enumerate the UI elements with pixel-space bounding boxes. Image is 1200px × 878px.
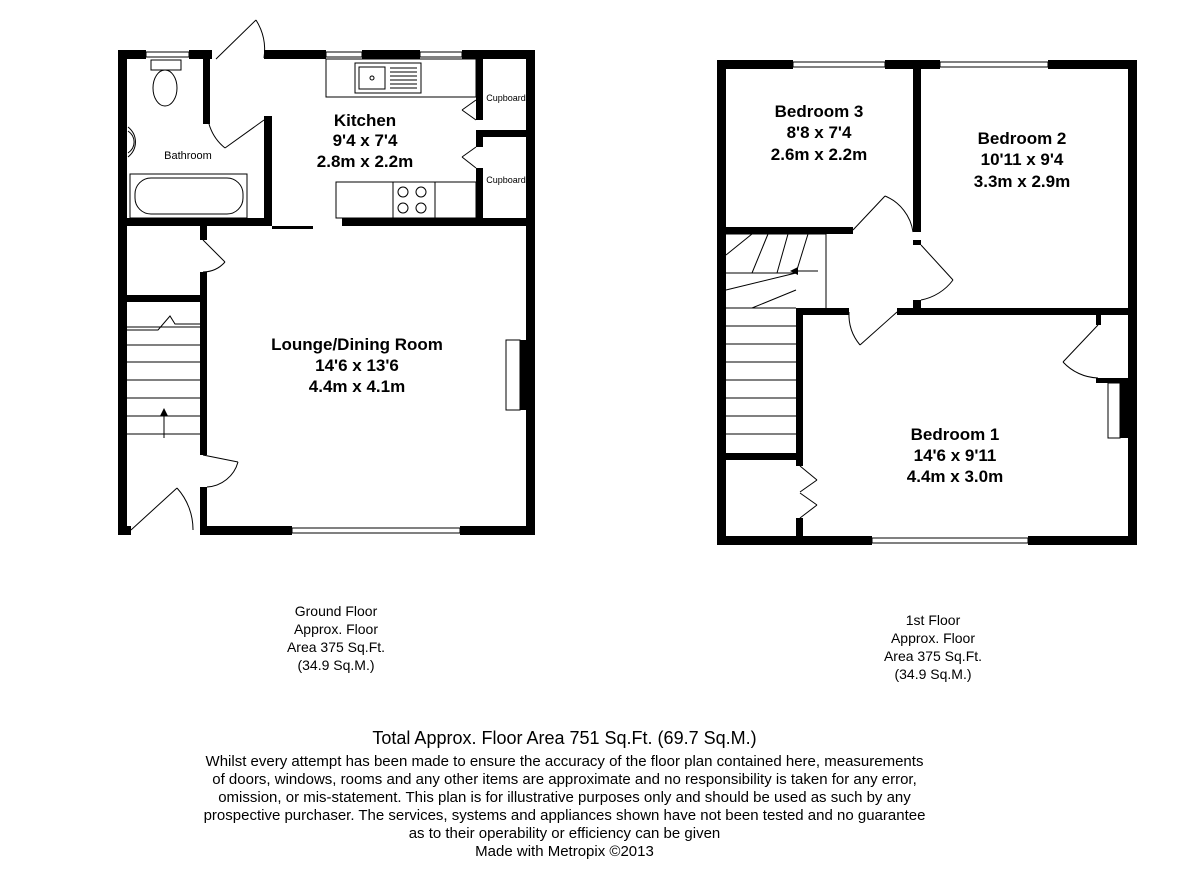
worktop	[326, 59, 476, 97]
window	[793, 62, 885, 67]
wall	[189, 50, 212, 59]
wall	[1096, 378, 1128, 383]
wall	[362, 50, 420, 59]
door-leaf	[462, 157, 476, 168]
door-swing	[849, 312, 860, 345]
wall	[796, 308, 849, 315]
door-swing	[256, 20, 265, 58]
wall	[118, 50, 127, 535]
wall	[200, 226, 207, 240]
caption-line: Approx. Floor	[293, 621, 379, 637]
wall	[127, 295, 207, 302]
door-leaf	[800, 480, 817, 492]
window	[420, 52, 462, 57]
kitchen-size-imperial: 9'4 x 7'4	[332, 131, 398, 150]
lounge-size-imperial: 14'6 x 13'6	[315, 356, 399, 375]
wall	[1028, 536, 1137, 545]
window	[940, 62, 1048, 67]
door-swing	[209, 124, 225, 148]
wall	[118, 526, 131, 535]
caption-line: Ground Floor	[294, 603, 378, 619]
door-swing	[203, 262, 225, 272]
door-leaf	[131, 488, 177, 530]
disclaimer-line: Whilst every attempt has been made to ensure the accuracy of the floor plan contained here, measurements	[205, 753, 924, 770]
kitchen-name: Kitchen	[333, 111, 397, 130]
door-leaf	[800, 466, 817, 480]
stair-arrow-head	[160, 408, 168, 416]
wall	[476, 130, 535, 137]
wall	[118, 50, 146, 59]
wall	[462, 50, 535, 59]
bedroom2-name: Bedroom 2	[977, 129, 1067, 148]
disclaimer-line: Made with Metropix ©2013	[475, 843, 654, 860]
ground-floor-fixtures	[127, 20, 520, 533]
wardrobe-rail	[1108, 383, 1120, 438]
cupboard-2-name: Cupboard	[486, 175, 526, 185]
caption-line: (34.9 Sq.M.)	[297, 657, 375, 673]
door-leaf	[860, 312, 897, 345]
door-leaf	[203, 240, 225, 262]
wall	[1048, 60, 1137, 69]
bedroom2-size-imperial: 10'11 x 9'4	[980, 150, 1064, 169]
door-leaf	[853, 196, 885, 230]
wall	[717, 60, 726, 545]
bedroom3-size-imperial: 8'8 x 7'4	[786, 123, 852, 142]
door-leaf	[203, 455, 238, 462]
hob-ring	[398, 203, 408, 213]
bath	[130, 174, 247, 218]
disclaimer-line: omission, or mis-statement. This plan is for illustrative purposes only and should be used as such by any	[218, 789, 911, 806]
wall	[726, 227, 853, 234]
cupboard-1-name: Cupboard	[486, 93, 526, 103]
caption-line: Area 375 Sq.Ft.	[883, 648, 983, 664]
disclaimer-line: prospective purchaser. The services, systems and appliances shown have not been tested and no guarantee	[203, 807, 926, 824]
wall	[526, 50, 535, 535]
door-swing	[885, 196, 913, 232]
door-leaf	[462, 110, 476, 120]
wall	[264, 50, 326, 59]
wash-basin-inner	[128, 131, 134, 153]
ground-floor-plan	[118, 50, 535, 535]
wall	[342, 218, 535, 226]
first-floor-caption	[833, 611, 1033, 683]
lounge-size-metric: 4.4m x 4.1m	[308, 377, 406, 396]
wall	[913, 69, 921, 232]
wall	[127, 218, 272, 226]
wall	[203, 526, 292, 535]
wall	[717, 60, 793, 69]
wall	[796, 308, 803, 458]
window	[326, 52, 362, 57]
fireplace-hearth	[520, 340, 528, 410]
wall	[203, 59, 210, 124]
caption-line: Area 375 Sq.Ft.	[286, 639, 386, 655]
door-swing	[207, 462, 238, 487]
wall	[264, 116, 272, 224]
wall	[460, 526, 535, 535]
sink-bowl	[359, 67, 385, 89]
bedroom3-name: Bedroom 3	[774, 102, 864, 121]
caption-line: (34.9 Sq.M.)	[894, 666, 972, 682]
wall	[1128, 60, 1137, 545]
door-leaf	[800, 493, 817, 505]
wall	[1096, 315, 1101, 325]
wall	[200, 487, 207, 535]
bedroom1-name: Bedroom 1	[910, 425, 1000, 444]
lounge-name: Lounge/Dining Room	[271, 335, 443, 354]
disclaimer-line: as to their operability or efficiency can be given	[408, 825, 721, 842]
window	[146, 52, 189, 57]
wall	[272, 226, 313, 229]
wall	[913, 240, 921, 245]
caption-line: 1st Floor	[905, 612, 961, 628]
bedroom3-size-metric: 2.6m x 2.2m	[770, 145, 868, 164]
window	[872, 538, 1028, 543]
wall	[476, 137, 483, 147]
door-leaf	[462, 147, 476, 157]
door-leaf	[921, 245, 953, 280]
bath-inner	[135, 178, 243, 214]
door-leaf	[462, 100, 476, 110]
wall	[885, 60, 940, 69]
door-leaf	[800, 505, 817, 518]
fireplace	[506, 340, 520, 410]
staircase	[726, 234, 826, 434]
hob-ring	[416, 203, 426, 213]
door-swing	[1063, 362, 1098, 378]
wardrobe	[1120, 383, 1128, 438]
toilet-cistern	[151, 60, 181, 70]
disclaimer-line: of doors, windows, rooms and any other items are approximate and no responsibility is taken for any error,	[212, 771, 917, 788]
drainer	[390, 68, 417, 88]
wall	[726, 453, 803, 460]
kitchen-size-metric: 2.8m x 2.2m	[316, 152, 414, 171]
wall	[796, 518, 803, 536]
wall	[796, 453, 803, 466]
ground-floor-caption	[236, 602, 436, 674]
wall	[476, 59, 483, 120]
window	[292, 528, 460, 533]
door-swing	[921, 280, 953, 300]
toilet-bowl	[153, 70, 177, 106]
wall	[717, 536, 872, 545]
door-leaf	[1063, 325, 1098, 362]
bedroom2-size-metric: 3.3m x 2.9m	[973, 172, 1071, 191]
sink-drain	[370, 76, 374, 80]
door-swing	[177, 488, 193, 530]
caption-line: Approx. Floor	[890, 630, 976, 646]
hob-ring	[416, 187, 426, 197]
bedroom1-size-imperial: 14'6 x 9'11	[913, 446, 997, 465]
disclaimer	[0, 753, 1129, 861]
door-leaf	[225, 120, 264, 148]
wall	[897, 308, 1137, 315]
hob	[393, 182, 435, 218]
wall	[476, 168, 483, 218]
bathroom-name: Bathroom	[164, 150, 212, 162]
door-leaf	[216, 20, 256, 59]
hob-ring	[398, 187, 408, 197]
total-floor-area: Total Approx. Floor Area 751 Sq.Ft. (69.7 Sq.M.)	[372, 728, 757, 748]
bedroom1-size-metric: 4.4m x 3.0m	[906, 467, 1004, 486]
